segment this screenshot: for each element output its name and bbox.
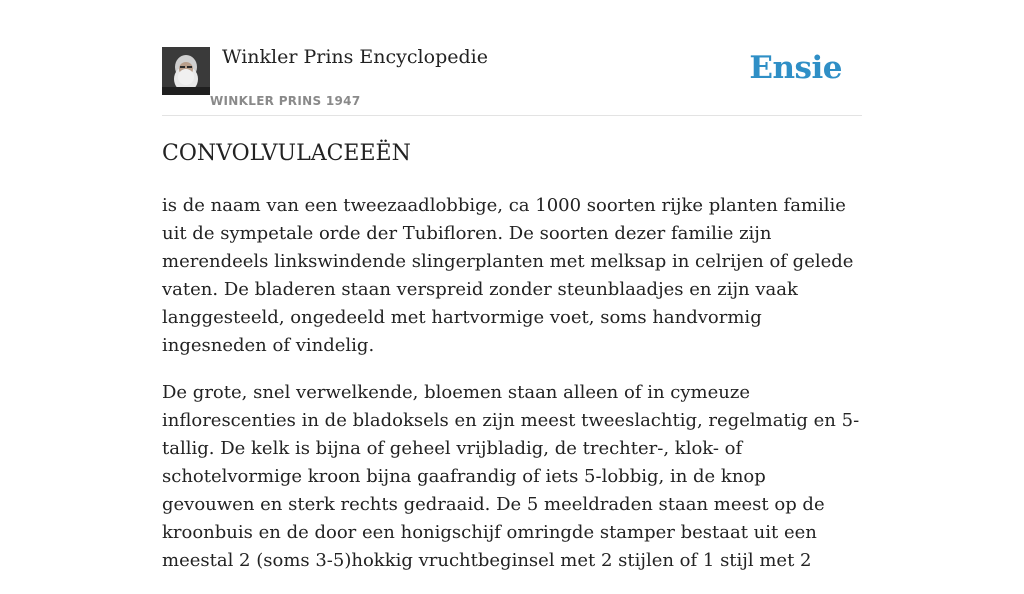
source-title-link[interactable]: Winkler Prins Encyclopedie — [222, 46, 488, 68]
ensie-logo[interactable]: Ensie — [749, 50, 842, 86]
entry-paragraph: De grote, snel verwelkende, bloemen staan alleen of in cymeuze inflorescenties in de bladoksels en zijn meest tweeslachtig, regelmatig en 5-tallig. De kelk is bijna of geheel vrijbladig, de trechter-, klok- of schotelvormige kroon bijna gaafrandig of iets 5-lobbig, in de knop gevouwen en sterk rechts gedraaid. De 5 meeldraden staan meest op de kroonbuis en de door een honigschijf omringde stamper bestaat uit een meestal 2 (soms 3-5)hokkig vruchtbeginsel met 2 stijlen of 1 stijl met 2 — [162, 382, 860, 571]
entry-body — [162, 192, 862, 594]
entry-title: CONVOLVULACEEËN — [162, 141, 411, 166]
source-edition-label: WINKLER PRINS 1947 — [210, 94, 361, 108]
source-header — [162, 0, 862, 116]
article-page — [162, 0, 862, 571]
entry-paragraph: is de naam van een tweezaadlobbige, ca 1000 soorten rijke planten familie uit de sympetale orde der Tubifloren. De soorten dezer familie zijn merendeels linkswindende slingerplanten met melksap in celrijen of gelede vaten. De bladeren staan verspreid zonder steunblaadjes en zijn vaak langgesteeld, ongedeeld met hartvormige voet, soms handvormig ingesneden of vindelig. — [162, 195, 854, 356]
bearded-man-portrait-icon — [162, 47, 210, 95]
author-avatar[interactable] — [162, 47, 210, 95]
